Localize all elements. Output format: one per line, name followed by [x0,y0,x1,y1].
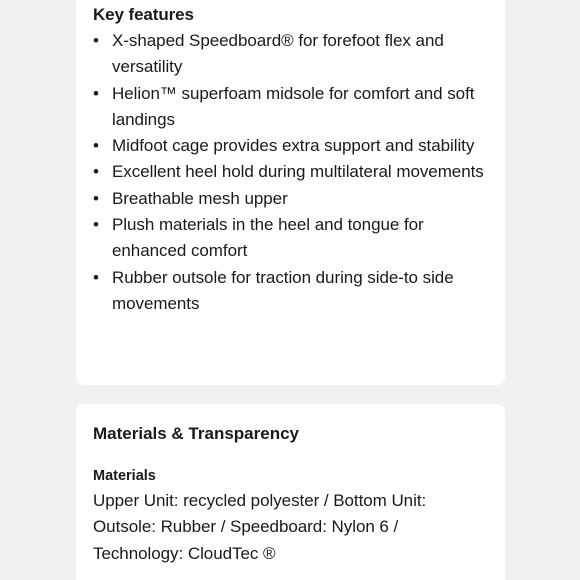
key-features-heading: Key features [93,5,194,24]
feature-text: Midfoot cage provides extra support and stability [112,136,475,156]
key-features-card [76,0,505,385]
bullet-icon: • [93,188,99,208]
feature-item [93,212,489,265]
materials-transparency-heading: Materials & Transparency [93,424,299,443]
bullet-icon: • [93,136,99,156]
key-features-list [93,28,489,317]
materials-label: Materials [93,468,156,484]
feature-item [93,81,489,134]
feature-item [93,186,489,212]
bullet-icon: • [93,31,99,50]
materials-description: Upper Unit: recycled polyester / Bottom Unit: Outsole: Rubber / Speedboard: Nylon 6 / Technology: CloudTec ® [93,491,427,563]
feature-text: Rubber outsole for traction during side-to side movements [112,267,454,313]
feature-text: X-shaped Speedboard® for forefoot flex and versatility [112,31,444,77]
bullet-icon: • [93,215,99,235]
feature-item [93,28,489,81]
feature-text: Plush materials in the heel and tongue for enhanced comfort [112,215,424,261]
feature-item [93,159,489,185]
bullet-icon: • [93,162,99,182]
bullet-icon: • [93,83,99,103]
bullet-icon: • [93,267,99,287]
materials-transparency-card [76,404,505,580]
feature-text: Helion™ superfoam midsole for comfort and soft landings [112,83,475,129]
feature-text: Breathable mesh upper [112,188,288,208]
feature-text: Excellent heel hold during multilateral movements [112,162,484,182]
feature-item [93,133,489,159]
feature-item [93,265,489,318]
